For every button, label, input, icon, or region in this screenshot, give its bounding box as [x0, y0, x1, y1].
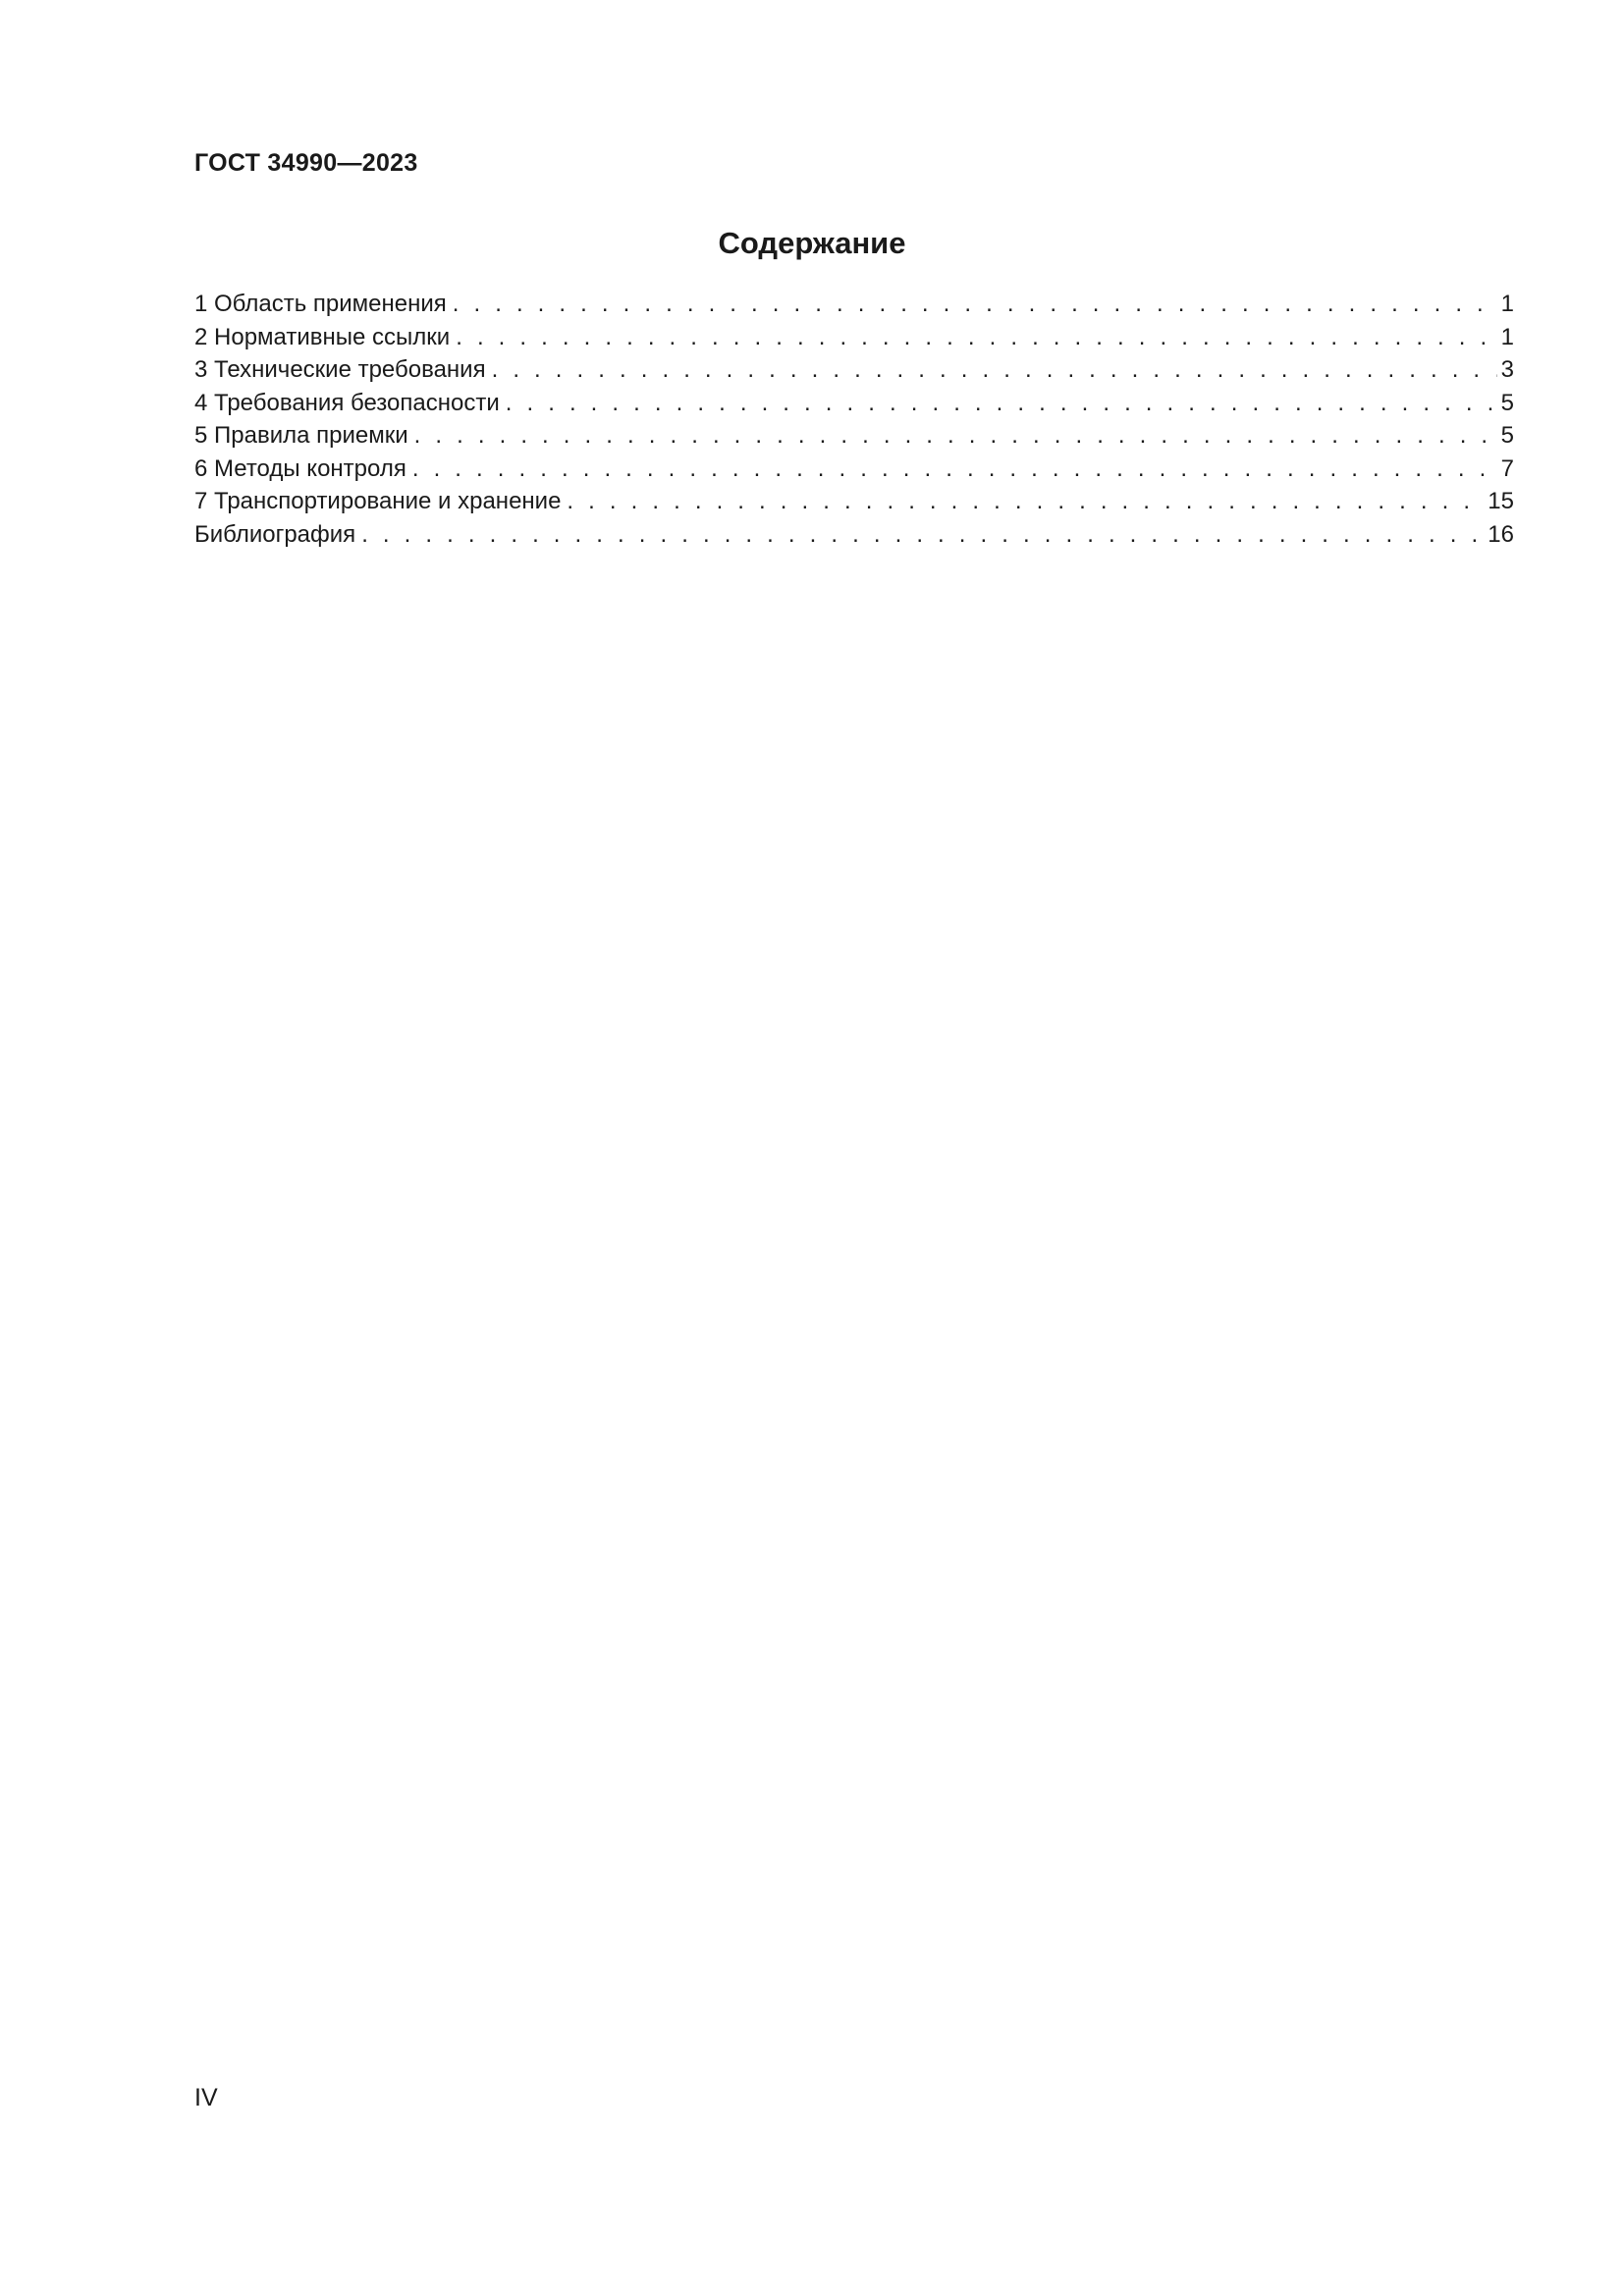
toc-item[interactable]	[194, 288, 1514, 321]
toc-title: Содержание	[718, 226, 906, 260]
toc-item-label: 6 Методы контроля	[194, 453, 412, 486]
toc-item-label: 2 Нормативные ссылки	[194, 321, 456, 354]
toc-item-label: 4 Требования безопасности	[194, 387, 506, 420]
toc-item[interactable]	[194, 485, 1514, 518]
toc-item[interactable]	[194, 387, 1514, 420]
page-number: IV	[194, 2084, 218, 2111]
toc-dot-leader	[414, 419, 1497, 453]
toc-item-page: 3	[1497, 353, 1514, 387]
toc-item-page: 5	[1497, 387, 1514, 420]
toc-dot-leader	[567, 485, 1484, 518]
toc-item-label: 1 Область применения	[194, 288, 453, 321]
toc-item[interactable]	[194, 419, 1514, 453]
table-of-contents	[194, 288, 1514, 551]
toc-item-page: 16	[1484, 518, 1514, 552]
toc-dot-leader	[361, 518, 1484, 552]
toc-item-page: 1	[1497, 321, 1514, 354]
toc-item-page: 15	[1484, 485, 1514, 518]
toc-item[interactable]	[194, 321, 1514, 354]
toc-item[interactable]	[194, 453, 1514, 486]
toc-item-label: 3 Технические требования	[194, 353, 492, 387]
toc-item-label: 5 Правила приемки	[194, 419, 414, 453]
toc-dot-leader	[453, 288, 1497, 321]
toc-item-label: Библиография	[194, 518, 361, 552]
toc-item[interactable]	[194, 518, 1514, 552]
toc-item-label: 7 Транспортирование и хранение	[194, 485, 567, 518]
toc-item-page: 7	[1497, 453, 1514, 486]
toc-dot-leader	[492, 353, 1497, 387]
toc-item-page: 5	[1497, 419, 1514, 453]
toc-dot-leader	[506, 387, 1497, 420]
toc-item-page: 1	[1497, 288, 1514, 321]
document-code-header: ГОСТ 34990—2023	[194, 149, 418, 177]
toc-dot-leader	[456, 321, 1496, 354]
toc-dot-leader	[412, 453, 1497, 486]
toc-item[interactable]	[194, 353, 1514, 387]
